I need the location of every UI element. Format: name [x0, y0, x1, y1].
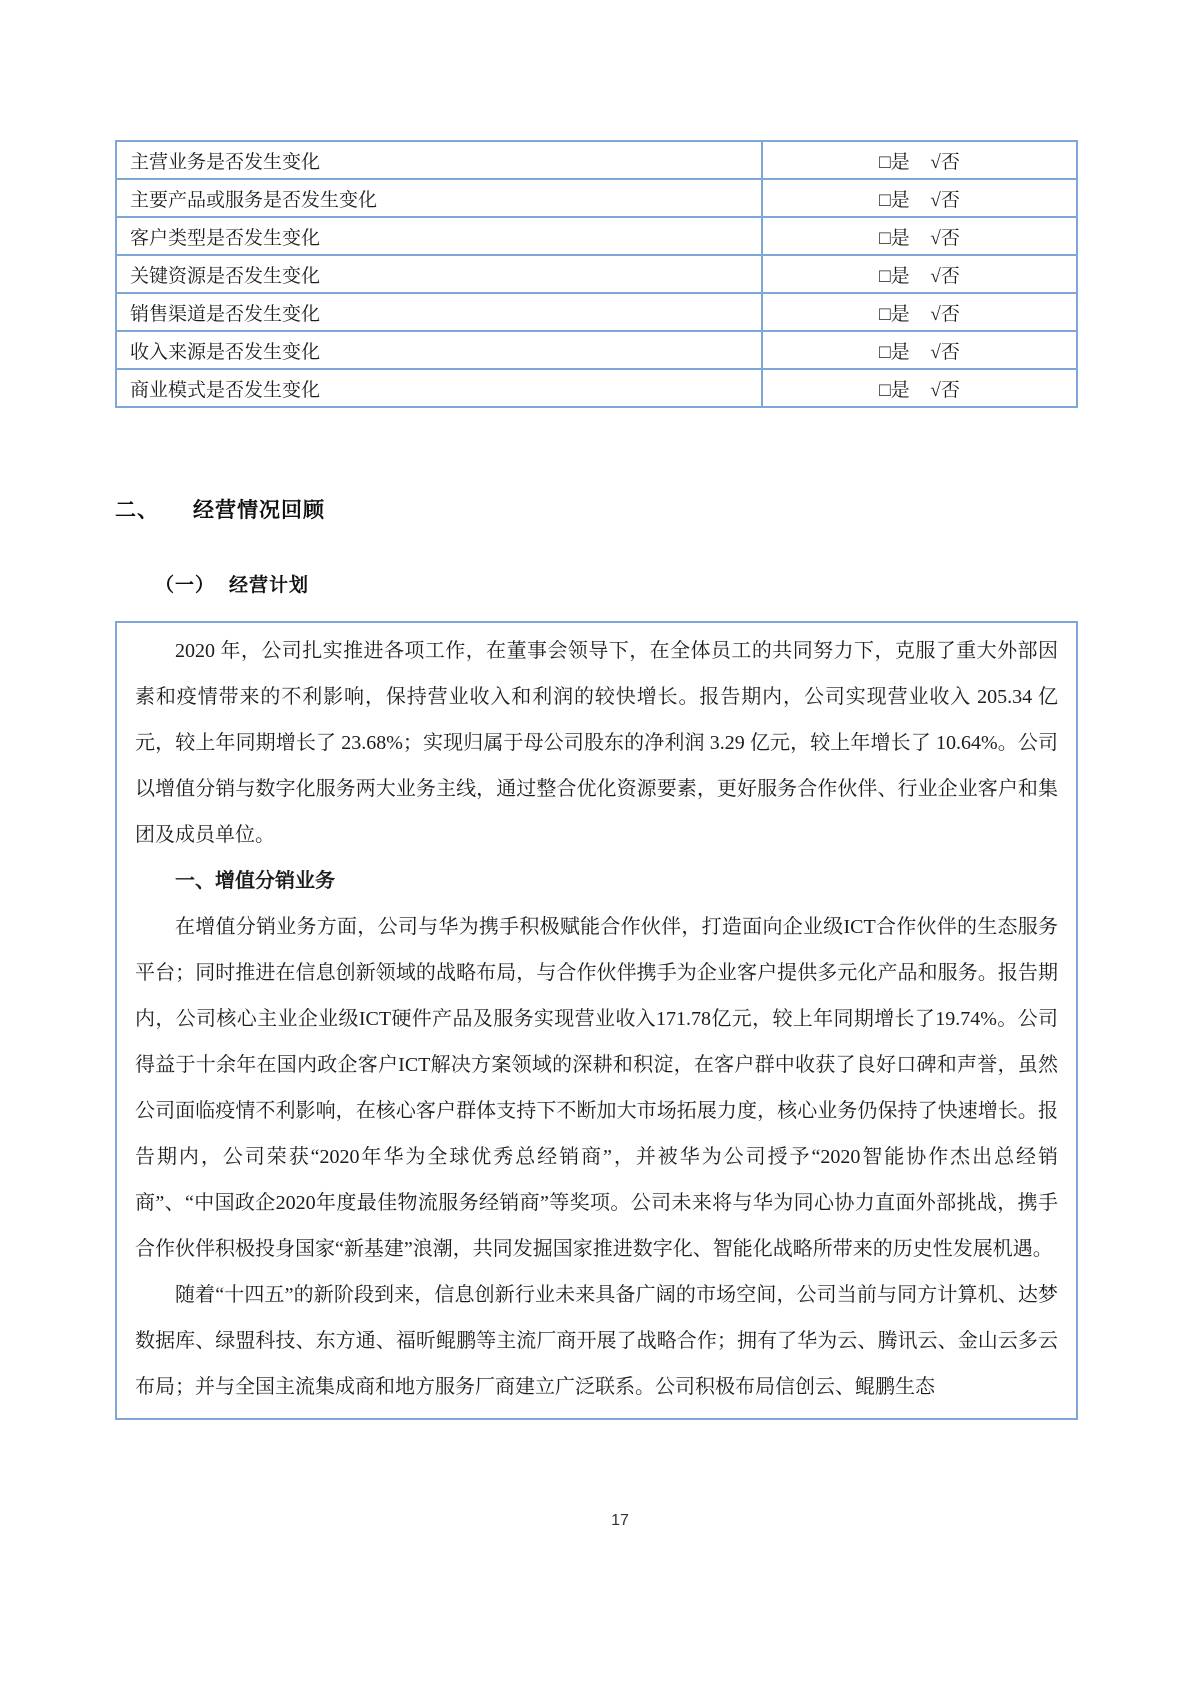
subsection-vad-heading: 一、增值分销业务: [175, 870, 335, 892]
change-question-label: 关键资源是否发生变化: [116, 255, 762, 293]
paragraph-overview: 2020 年，公司扎实推进各项工作，在董事会领导下，在全体员工的共同努力下，克服了重大外部因素和疫情带来的不利影响，保持营业收入和利润的较快增长。报告期内，公司实现营业收入 205.34 亿元，较上年同期增长了 23.68%；实现归属于母公司股东的净利润 3.29 亿元，较上年增长了 10.64%。公司以增值分销与数字化服务两大业务主线，通过整合优化资源要素，更好服务合作伙伴、行业企业客户和集团及成员单位。: [135, 640, 1058, 846]
checkbox-no-checked: √否: [930, 341, 960, 363]
paragraph-outlook: 随着“十四五”的新阶段到来，信息创新行业未来具备广阔的市场空间，公司当前与同方计算机、达梦数据库、绿盟科技、东方通、福昕鲲鹏等主流厂商开展了战略合作；拥有了华为云、腾讯云、金山云多云布局；并与全国主流集成商和地方服务厂商建立广泛联系。公司积极布局信创云、鲲鹏生态: [135, 1284, 1058, 1398]
change-question-label: 收入来源是否发生变化: [116, 331, 762, 369]
checkbox-no-checked: √否: [930, 379, 960, 401]
change-answer-cell: [762, 331, 1077, 369]
change-question-label: 销售渠道是否发生变化: [116, 293, 762, 331]
subsection-heading-title: 经营计划: [229, 575, 310, 596]
section-heading-title: 经营情况回顾: [193, 499, 325, 522]
change-answer-cell: [762, 141, 1077, 179]
change-question-label: 主要产品或服务是否发生变化: [116, 179, 762, 217]
page-number: 17: [611, 1512, 629, 1529]
change-answer-cell: [762, 179, 1077, 217]
table-row: [116, 369, 1077, 407]
checkbox-no-checked: √否: [930, 303, 960, 325]
checkbox-no-checked: √否: [930, 189, 960, 211]
checkbox-no-checked: √否: [930, 265, 960, 287]
change-question-label: 主营业务是否发生变化: [116, 141, 762, 179]
subsection-heading: [115, 570, 1078, 597]
checkbox-yes: □是: [879, 227, 910, 249]
table-row: [116, 255, 1077, 293]
subsection-heading-number: （一）: [155, 575, 216, 596]
table-row: [116, 179, 1077, 217]
checkbox-yes: □是: [879, 189, 910, 211]
operating-plan-text-box: [115, 621, 1078, 1420]
page-content: [115, 0, 1078, 1420]
business-change-table: [115, 140, 1078, 408]
change-question-label: 商业模式是否发生变化: [116, 369, 762, 407]
checkbox-yes: □是: [879, 379, 910, 401]
table-row: [116, 217, 1077, 255]
table-row: [116, 331, 1077, 369]
change-question-label: 客户类型是否发生变化: [116, 217, 762, 255]
change-answer-cell: [762, 217, 1077, 255]
section-heading: [115, 494, 1078, 524]
checkbox-yes: □是: [879, 303, 910, 325]
paragraph-vad-business: 在增值分销业务方面，公司与华为携手积极赋能合作伙伴，打造面向企业级ICT合作伙伴的生态服务平台；同时推进在信息创新领域的战略布局，与合作伙伴携手为企业客户提供多元化产品和服务。报告期内，公司核心主业企业级ICT硬件产品及服务实现营业收入171.78亿元，较上年同期增长了19.74%。公司得益于十余年在国内政企客户ICT解决方案领域的深耕和积淀，在客户群中收获了良好口碑和声誉，虽然公司面临疫情不利影响，在核心客户群体支持下不断加大市场拓展力度，核心业务仍保持了快速增长。报告期内，公司荣获“2020年华为全球优秀总经销商”，并被华为公司授予“2020智能协作杰出总经销商”、“中国政企2020年度最佳物流服务经销商”等奖项。公司未来将与华为同心协力直面外部挑战，携手合作伙伴积极投身国家“新基建”浪潮，共同发掘国家推进数字化、智能化战略所带来的历史性发展机遇。: [135, 916, 1058, 1260]
change-answer-cell: [762, 255, 1077, 293]
table-row: [116, 141, 1077, 179]
checkbox-yes: □是: [879, 151, 910, 173]
checkbox-yes: □是: [879, 341, 910, 363]
table-row: [116, 293, 1077, 331]
checkbox-yes: □是: [879, 265, 910, 287]
checkbox-no-checked: √否: [930, 227, 960, 249]
change-answer-cell: [762, 293, 1077, 331]
checkbox-no-checked: √否: [930, 151, 960, 173]
change-answer-cell: [762, 369, 1077, 407]
section-heading-number: 二、: [115, 499, 159, 522]
